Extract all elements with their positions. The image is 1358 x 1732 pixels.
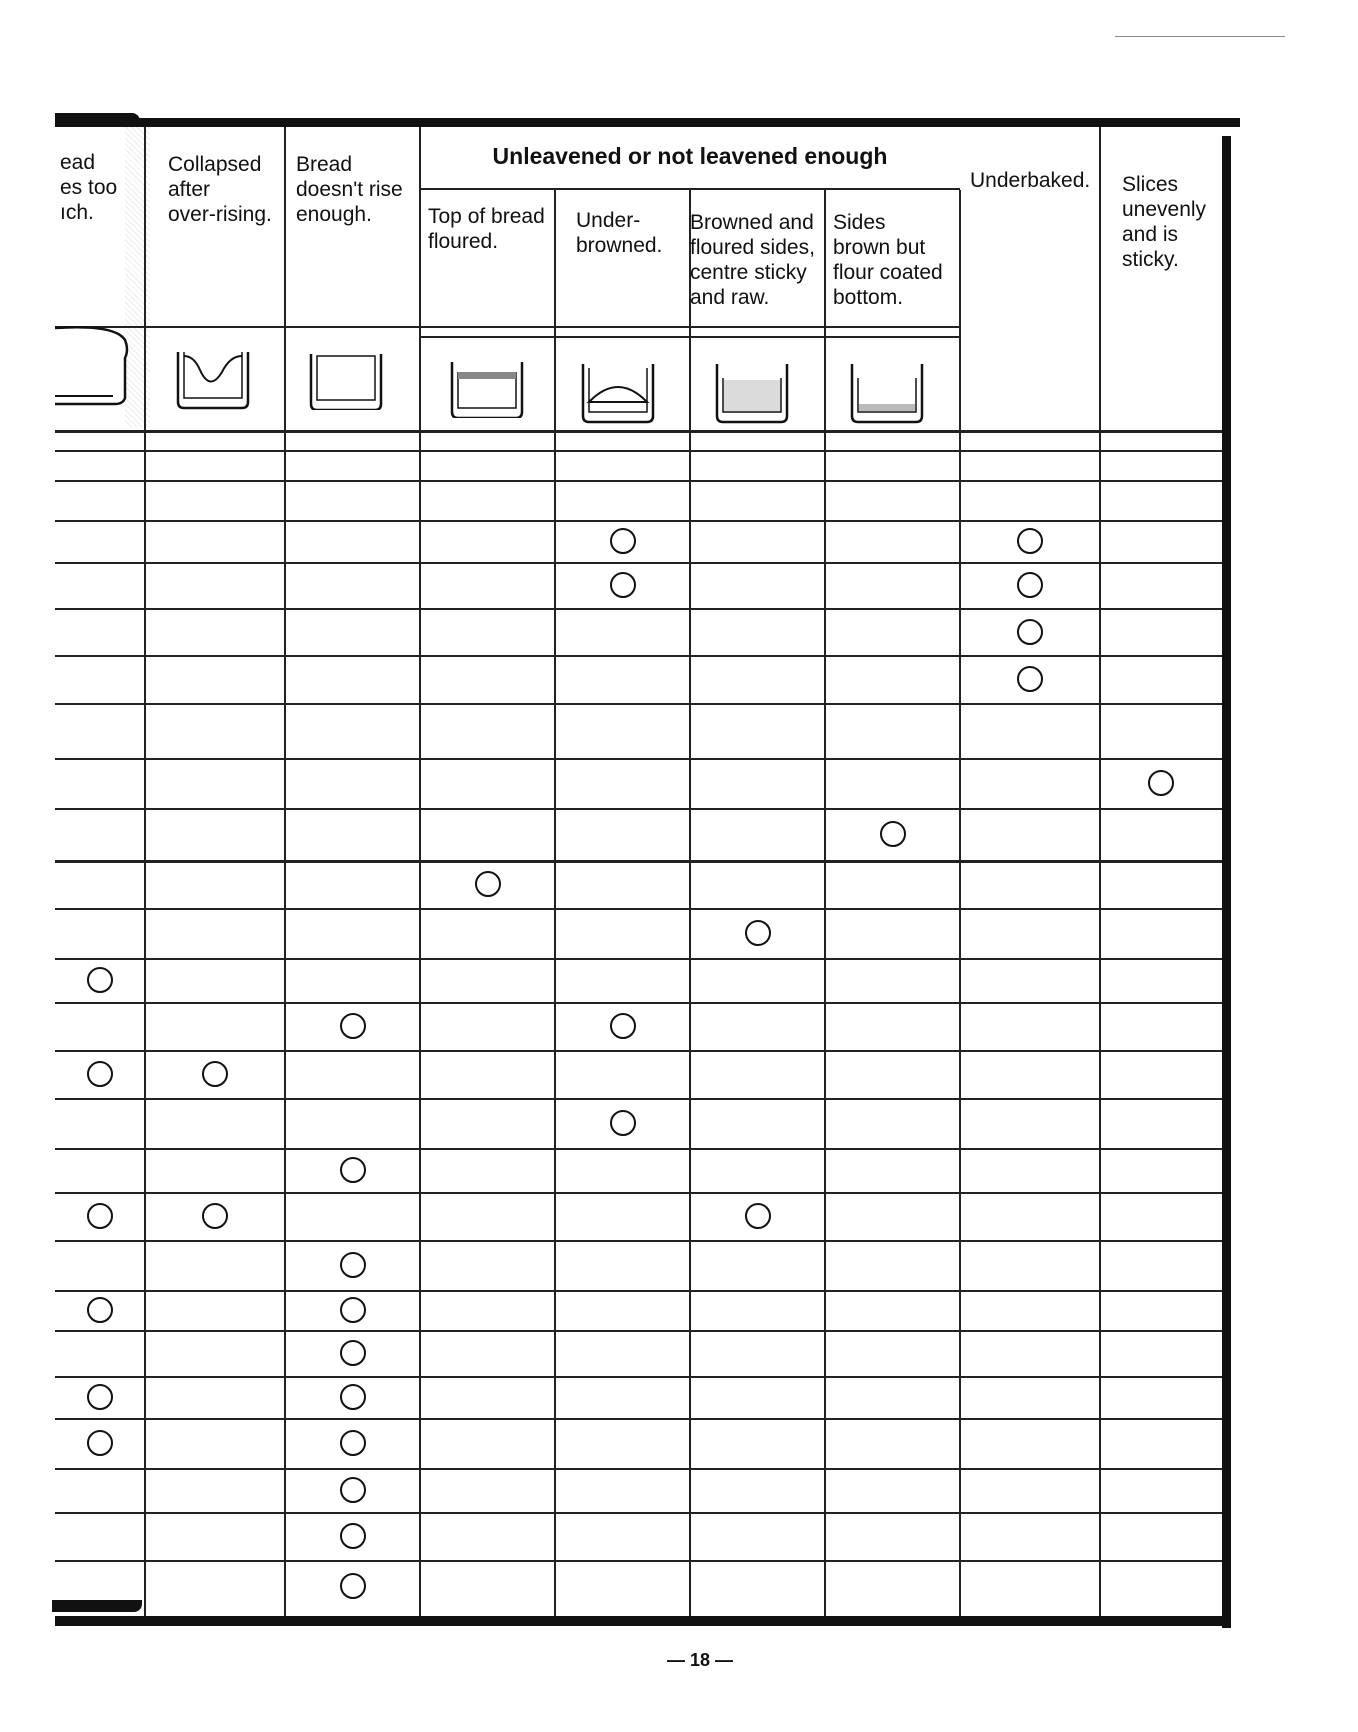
table-border-top (55, 118, 1240, 127)
mark-circle (610, 528, 636, 554)
row-divider (55, 1512, 1222, 1514)
column-divider (144, 127, 146, 1616)
mark-circle (340, 1430, 366, 1456)
column-header-line: ıch. (60, 201, 94, 224)
mark-circle (87, 1203, 113, 1229)
icon-row-top-sub (420, 336, 960, 338)
row-divider (55, 480, 1222, 482)
column-header-line: Sides (833, 211, 886, 234)
mark-circle (610, 1013, 636, 1039)
column-header-line: Top of bread (428, 205, 545, 228)
row-divider (55, 1148, 1222, 1150)
column-header-line: doesn't rise (296, 178, 403, 201)
column-header-c3 (428, 204, 545, 254)
row-divider (55, 1330, 1222, 1332)
icon-row-top (55, 326, 960, 328)
mark-circle (340, 1523, 366, 1549)
row-divider (55, 1098, 1222, 1100)
mark-circle (340, 1477, 366, 1503)
header-bottom-rule (55, 430, 1222, 433)
column-header-line: Slices (1122, 173, 1179, 196)
bread-top-icon (55, 320, 135, 410)
column-header-c2 (296, 152, 403, 227)
row-divider (55, 655, 1222, 657)
row-divider (55, 958, 1222, 960)
column-header-line: ead (60, 151, 96, 174)
table-border-right (1222, 136, 1231, 1628)
mark-circle (340, 1340, 366, 1366)
column-header-c4 (576, 208, 662, 258)
mark-circle (340, 1384, 366, 1410)
row-divider (55, 520, 1222, 522)
mark-circle (87, 1297, 113, 1323)
mark-circle (340, 1013, 366, 1039)
row-divider (55, 1002, 1222, 1004)
mark-circle (610, 1110, 636, 1136)
column-header-line: enough. (296, 203, 372, 226)
mark-circle (87, 967, 113, 993)
row-divider (55, 908, 1222, 910)
mark-circle (745, 920, 771, 946)
table-border-bottom-left (52, 1600, 142, 1612)
row-divider (55, 1290, 1222, 1292)
column-header-line: over-rising. (168, 203, 272, 226)
column-header-line: Bread (296, 153, 353, 176)
group-header: Unleavened or not leavened enough (492, 143, 888, 169)
mark-circle (1017, 572, 1043, 598)
row-divider (55, 450, 1222, 452)
column-divider (1099, 127, 1101, 1616)
row-divider (55, 860, 1222, 863)
stippled-pan-icon (711, 362, 796, 424)
column-header-c1 (168, 152, 272, 227)
row-divider (55, 703, 1222, 705)
column-header-line: browned. (576, 234, 663, 257)
collapsed-pan-icon (172, 348, 257, 410)
mark-circle (340, 1252, 366, 1278)
column-header-line: sticky. (1122, 248, 1179, 271)
bottom-flour-pan-icon (846, 362, 931, 424)
row-divider (55, 1240, 1222, 1242)
column-header-line: and raw. (690, 286, 770, 309)
column-header-line: Collapsed (168, 153, 262, 176)
domed-pan-icon (577, 362, 662, 424)
column-header-line: unevenly (1122, 198, 1207, 221)
row-divider (55, 1376, 1222, 1378)
mark-circle (880, 821, 906, 847)
column-header-line: bottom. (833, 286, 904, 309)
column-header-c8 (1122, 172, 1206, 272)
row-divider (55, 1192, 1222, 1194)
column-header-line: floured sides, (690, 236, 815, 259)
column-header-c0 (60, 150, 117, 225)
mark-circle (1017, 666, 1043, 692)
group-header-underline (420, 188, 960, 190)
mark-circle (87, 1384, 113, 1410)
table-border-bottom (55, 1616, 1231, 1626)
column-header-line: Browned and (690, 211, 814, 234)
flat-pan-icon (305, 350, 390, 410)
mark-circle (610, 572, 636, 598)
row-divider (55, 808, 1222, 810)
mark-circle (340, 1157, 366, 1183)
mark-circle (1017, 619, 1043, 645)
floured-top-pan-icon (446, 358, 531, 418)
column-header-c6 (833, 210, 943, 310)
column-header-c5 (690, 210, 815, 310)
mark-circle (340, 1573, 366, 1599)
column-header-line: after (168, 178, 211, 201)
page-number: — 18 — (666, 1650, 734, 1670)
row-divider (55, 1560, 1222, 1562)
row-divider (55, 1418, 1222, 1420)
mark-circle (1017, 528, 1043, 554)
row-divider (55, 1468, 1222, 1470)
mark-circle (1148, 770, 1174, 796)
column-divider (284, 127, 286, 1616)
mark-circle (745, 1203, 771, 1229)
row-divider (55, 608, 1222, 610)
column-header-line: flour coated (833, 261, 943, 284)
column-divider (689, 190, 691, 1616)
column-header-line: centre sticky (690, 261, 807, 284)
column-header-line: floured. (428, 230, 499, 253)
row-divider (55, 1050, 1222, 1052)
column-header-line: Under- (576, 209, 641, 232)
mark-circle (87, 1061, 113, 1087)
mark-circle (340, 1297, 366, 1323)
column-divider (554, 190, 556, 1616)
mark-circle (202, 1061, 228, 1087)
mark-circle (87, 1430, 113, 1456)
column-divider (419, 127, 421, 1616)
column-divider (824, 190, 826, 1616)
row-divider (55, 758, 1222, 760)
row-divider (55, 562, 1222, 564)
column-header-line: Underbaked. (970, 169, 1091, 192)
column-divider (959, 190, 961, 1616)
column-header-line: es too (60, 176, 118, 199)
column-header-line: brown but (833, 236, 926, 259)
column-header-line: and is (1122, 223, 1179, 246)
column-header-c7 (970, 168, 1090, 193)
mark-circle (202, 1203, 228, 1229)
mark-circle (475, 871, 501, 897)
